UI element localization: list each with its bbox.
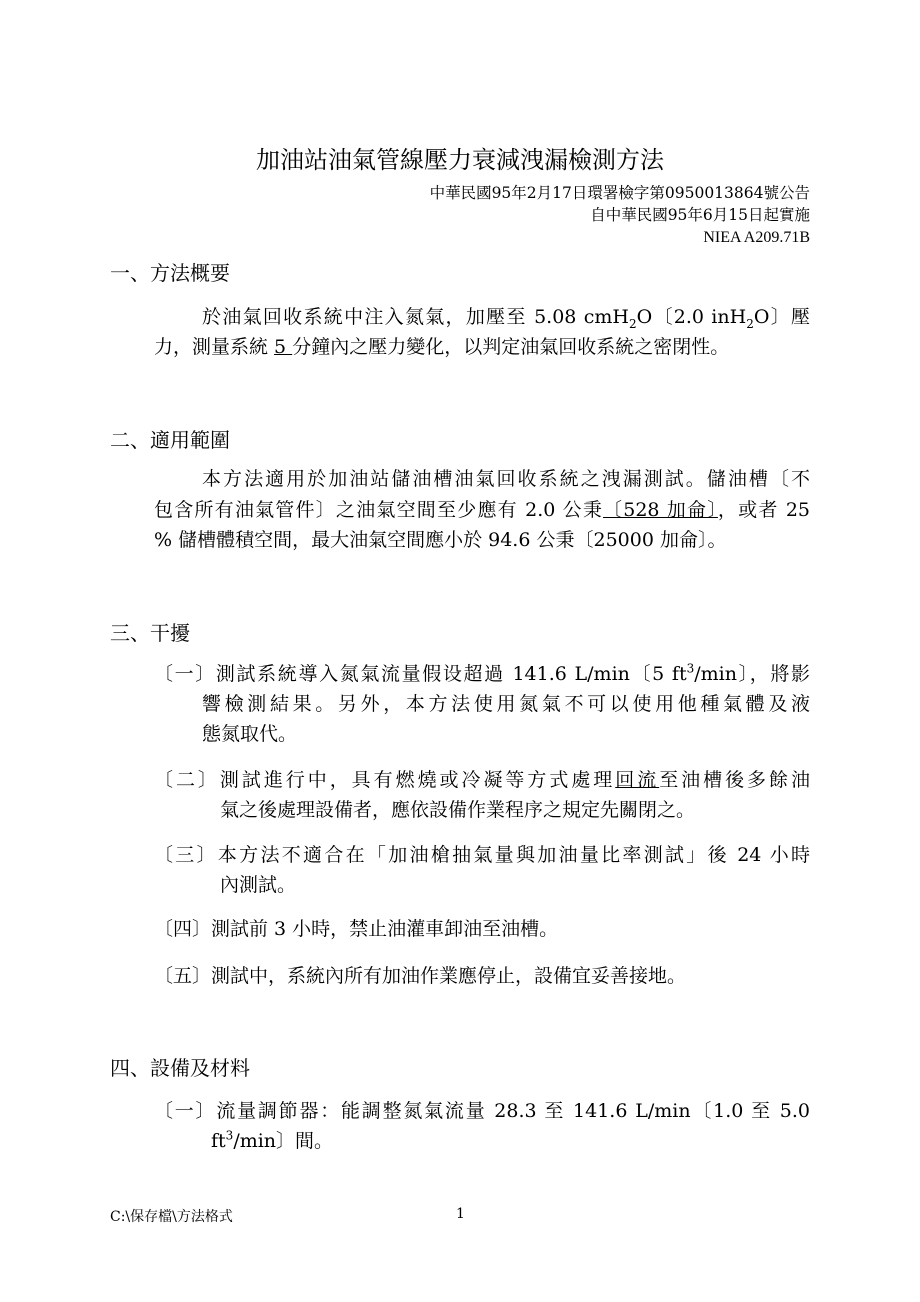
interference-item-4: 〔四〕測試前 3 小時，禁止油灌車卸油至油槽。 [154, 918, 559, 940]
section-1-heading: 一、方法概要 [110, 261, 230, 285]
footer-file-path: C:\保存檔\方法格式 [110, 1209, 233, 1225]
section-2-heading: 二、適用範圍 [110, 428, 230, 452]
equipment-item-1-line-1: 〔一〕流量調節器：能調整氮氣流量 28.3 至 141.6 L/min〔1.0 至 5.0 [154, 1100, 810, 1122]
section-2-line-2: 包含所有油氣管件〕之油氣空間至少應有 2.0 公秉〔528 加侖〕，或者 25 [154, 499, 810, 521]
effective-date-line: 自中華民國95年6月15日起實施 [590, 206, 810, 224]
document-title: 加油站油氣管線壓力衰減洩漏檢測方法 [256, 146, 664, 174]
interference-item-2-line-1: 〔二〕測試進行中，具有燃燒或冷凝等方式處理回流至油槽後多餘油 [154, 769, 810, 791]
section-2-line-1: 本方法適用於加油站儲油槽油氣回收系統之洩漏測試。儲油槽〔不 [202, 468, 810, 490]
interference-item-2-line-2: 氣之後處理設備者，應依設備作業程序之規定先關閉之。 [220, 799, 696, 821]
interference-item-5: 〔五〕測試中，系統內所有加油作業應停止，設備宜妥善接地。 [154, 965, 687, 987]
section-3-heading: 三、干擾 [110, 621, 190, 645]
section-1-line-1: 於油氣回收系統中注入氮氣，加壓至 5.08 cmH$_2$O〔2.0 inH$_2$O〕壓 [202, 306, 810, 331]
interference-item-3-line-2: 內測試。 [220, 874, 297, 896]
interference-item-1-line-1: 〔一〕測試系統導入氮氣流量假设超過 141.6 L/min〔5 $ft^3/\min$〕，將影 [154, 661, 811, 685]
interference-item-1-line-3: 態氮取代。 [202, 723, 298, 745]
section-4-heading: 四、設備及材料 [110, 1056, 250, 1080]
announcement-line: 中華民國95年2月17日環署檢字第0950013864號公告 [429, 184, 810, 202]
interference-item-3-line-1: 〔三〕本方法不適合在「加油槍抽氣量與加油量比率測試」後 24 小時 [154, 844, 810, 866]
section-1-line-2: 力，測量系統 5 分鐘內之壓力變化，以判定油氣回收系統之密閉性。 [154, 336, 730, 358]
section-2-line-3: % 儲槽體積空間，最大油氣空間應小於 94.6 公秉〔25000 加侖〕。 [154, 529, 727, 551]
page-number: 1 [456, 1206, 465, 1222]
equipment-item-1-line-2: $ft^3/\min$〕間。 [211, 1128, 334, 1152]
interference-item-1-line-2: 響檢測結果。另外，本方法使用氮氣不可以使用他種氣體及液 [202, 693, 810, 715]
method-code: NIEA A209.71B [703, 229, 810, 246]
